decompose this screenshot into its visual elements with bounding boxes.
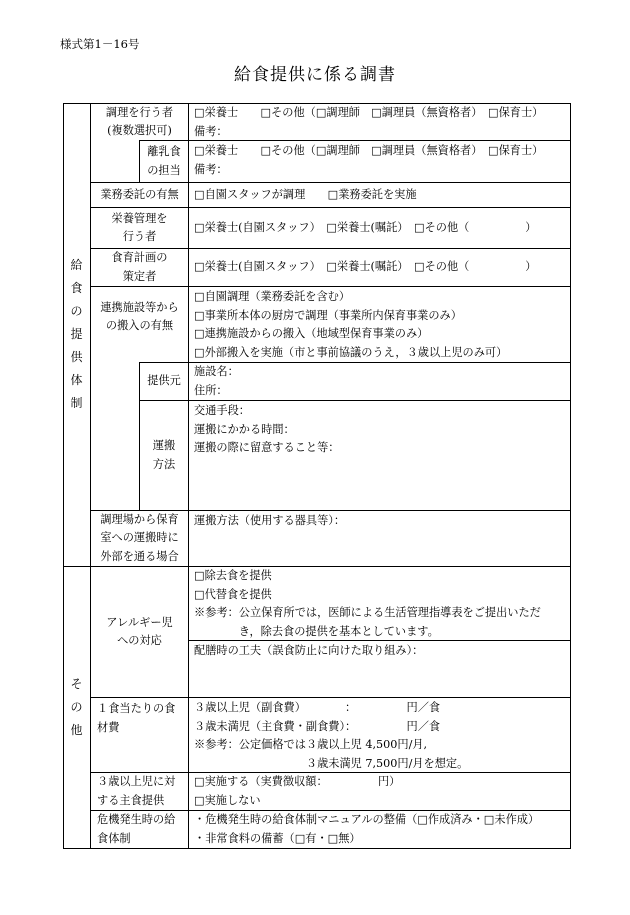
staple-label: ３歳以上児に対 する主食提供 [97, 775, 176, 807]
allergy-label: アレルギー児 への対応 [106, 615, 173, 647]
transport-label: 運搬 方法 [152, 439, 176, 471]
plan-label: 食育計画の 策定者 [111, 251, 168, 283]
outsource-label: 業務委託の有無 [100, 187, 179, 201]
nutrition-options[interactable]: □栄養士(自園スタッフ） □栄養士(嘱託） □その他（ ） [194, 221, 537, 234]
plan-options[interactable]: □栄養士(自園スタッフ） □栄養士(嘱託） □その他（ ） [194, 260, 537, 273]
section-label-meal-system: 給 食 の 提 供 体 制 [70, 258, 83, 410]
form-number: 様式第1－16号 [60, 37, 140, 51]
provider-label: 提供元 [147, 374, 181, 388]
weaning-field[interactable] [194, 142, 570, 182]
delivery-option[interactable]: □事業所本体の厨房で調理（事業所内保育事業のみ） [194, 308, 462, 322]
delivery-options[interactable] [194, 288, 570, 362]
cost-fields[interactable] [194, 699, 570, 772]
transport-time-field[interactable]: 運搬にかかる時間： [194, 422, 295, 436]
transport-means-field[interactable]: 交通手段： [194, 404, 250, 417]
crisis-option[interactable]: ・非常食料の備蓄（□有・□無） [194, 831, 361, 845]
cost-over3-field[interactable]: ３歳以上児（副食費） ： 円／食 [194, 701, 441, 714]
transport-fields[interactable] [194, 402, 570, 510]
crisis-label: 危機発生時の給 食体制 [97, 813, 176, 845]
staple-options[interactable] [194, 773, 570, 810]
staple-option[interactable]: □実施する（実費徴収額： 円） [194, 775, 401, 788]
crisis-options[interactable] [194, 811, 570, 848]
cook-note[interactable]: 備考： [194, 124, 228, 138]
staple-option[interactable]: □実施しない [194, 793, 261, 807]
cost-note: ※参考：公定価格では３歳以上児 4,500円/月, [194, 738, 428, 751]
outdoor-field[interactable]: 運搬方法（使用する器具等）： [194, 514, 346, 527]
allergy-option[interactable]: □代替食を提供 [194, 587, 272, 601]
document-title: 給食提供に係る調書 [234, 65, 396, 85]
cost-label: １食当たりの食 材費 [97, 702, 176, 734]
outsource-options[interactable]: □自園スタッフが調理 □業務委託を実施 [194, 188, 417, 201]
allergy-note: き，除去食の提供を基本としています。 [194, 624, 439, 638]
delivery-option[interactable]: □連携施設からの搬入（地域型保育事業のみ） [194, 327, 429, 340]
cook-label: 調理を行う者 (複数選択可) [105, 105, 174, 137]
cost-under3-field[interactable]: ３歳未満児（主食費・副食費）： 円／食 [194, 719, 441, 733]
delivery-label: 連携施設等から の搬入の有無 [100, 300, 179, 332]
allergy-serving-field[interactable]: 配膳時の工夫（誤食防止に向けた取り組み）： [194, 644, 424, 657]
cost-note: ３歳未満児 7,500円/月を想定。 [194, 756, 469, 770]
address-field[interactable]: 住所： [194, 383, 228, 397]
allergy-option[interactable]: □除去食を提供 [194, 569, 272, 582]
outdoor-label: 調理場から保育 室への運搬時に 外部を通る場合 [100, 512, 179, 563]
cook-field[interactable] [194, 104, 570, 140]
provider-fields[interactable] [194, 363, 570, 400]
allergy-note: ※参考：公立保育所では，医師による生活管理指導表をご提出いただ [194, 606, 541, 619]
delivery-option[interactable]: □外部搬入を実施（市と事前協議のうえ，３歳以上児のみ可） [194, 345, 508, 359]
weaning-options[interactable]: □栄養士 □その他（□調理師 □調理員（無資格者） □保育士） [194, 144, 544, 157]
weaning-label: 離乳食 の担当 [147, 145, 181, 177]
weaning-note[interactable]: 備考： [194, 162, 228, 176]
allergy-options[interactable] [194, 567, 570, 640]
transport-notes-field[interactable]: 運搬の際に留意すること等： [194, 441, 340, 454]
section-label-other: そ の 他 [70, 677, 83, 737]
cook-options[interactable]: □栄養士 □その他（□調理師 □調理員（無資格者） □保育士） [194, 106, 544, 119]
crisis-option[interactable]: ・危機発生時の給食体制マニュアルの整備（□作成済み・□未作成） [194, 813, 540, 826]
nutrition-label: 栄養管理を 行う者 [111, 211, 168, 243]
delivery-option[interactable]: □自園調理（業務委託を含む） [194, 290, 351, 303]
facility-name-field[interactable]: 施設名： [194, 365, 239, 378]
